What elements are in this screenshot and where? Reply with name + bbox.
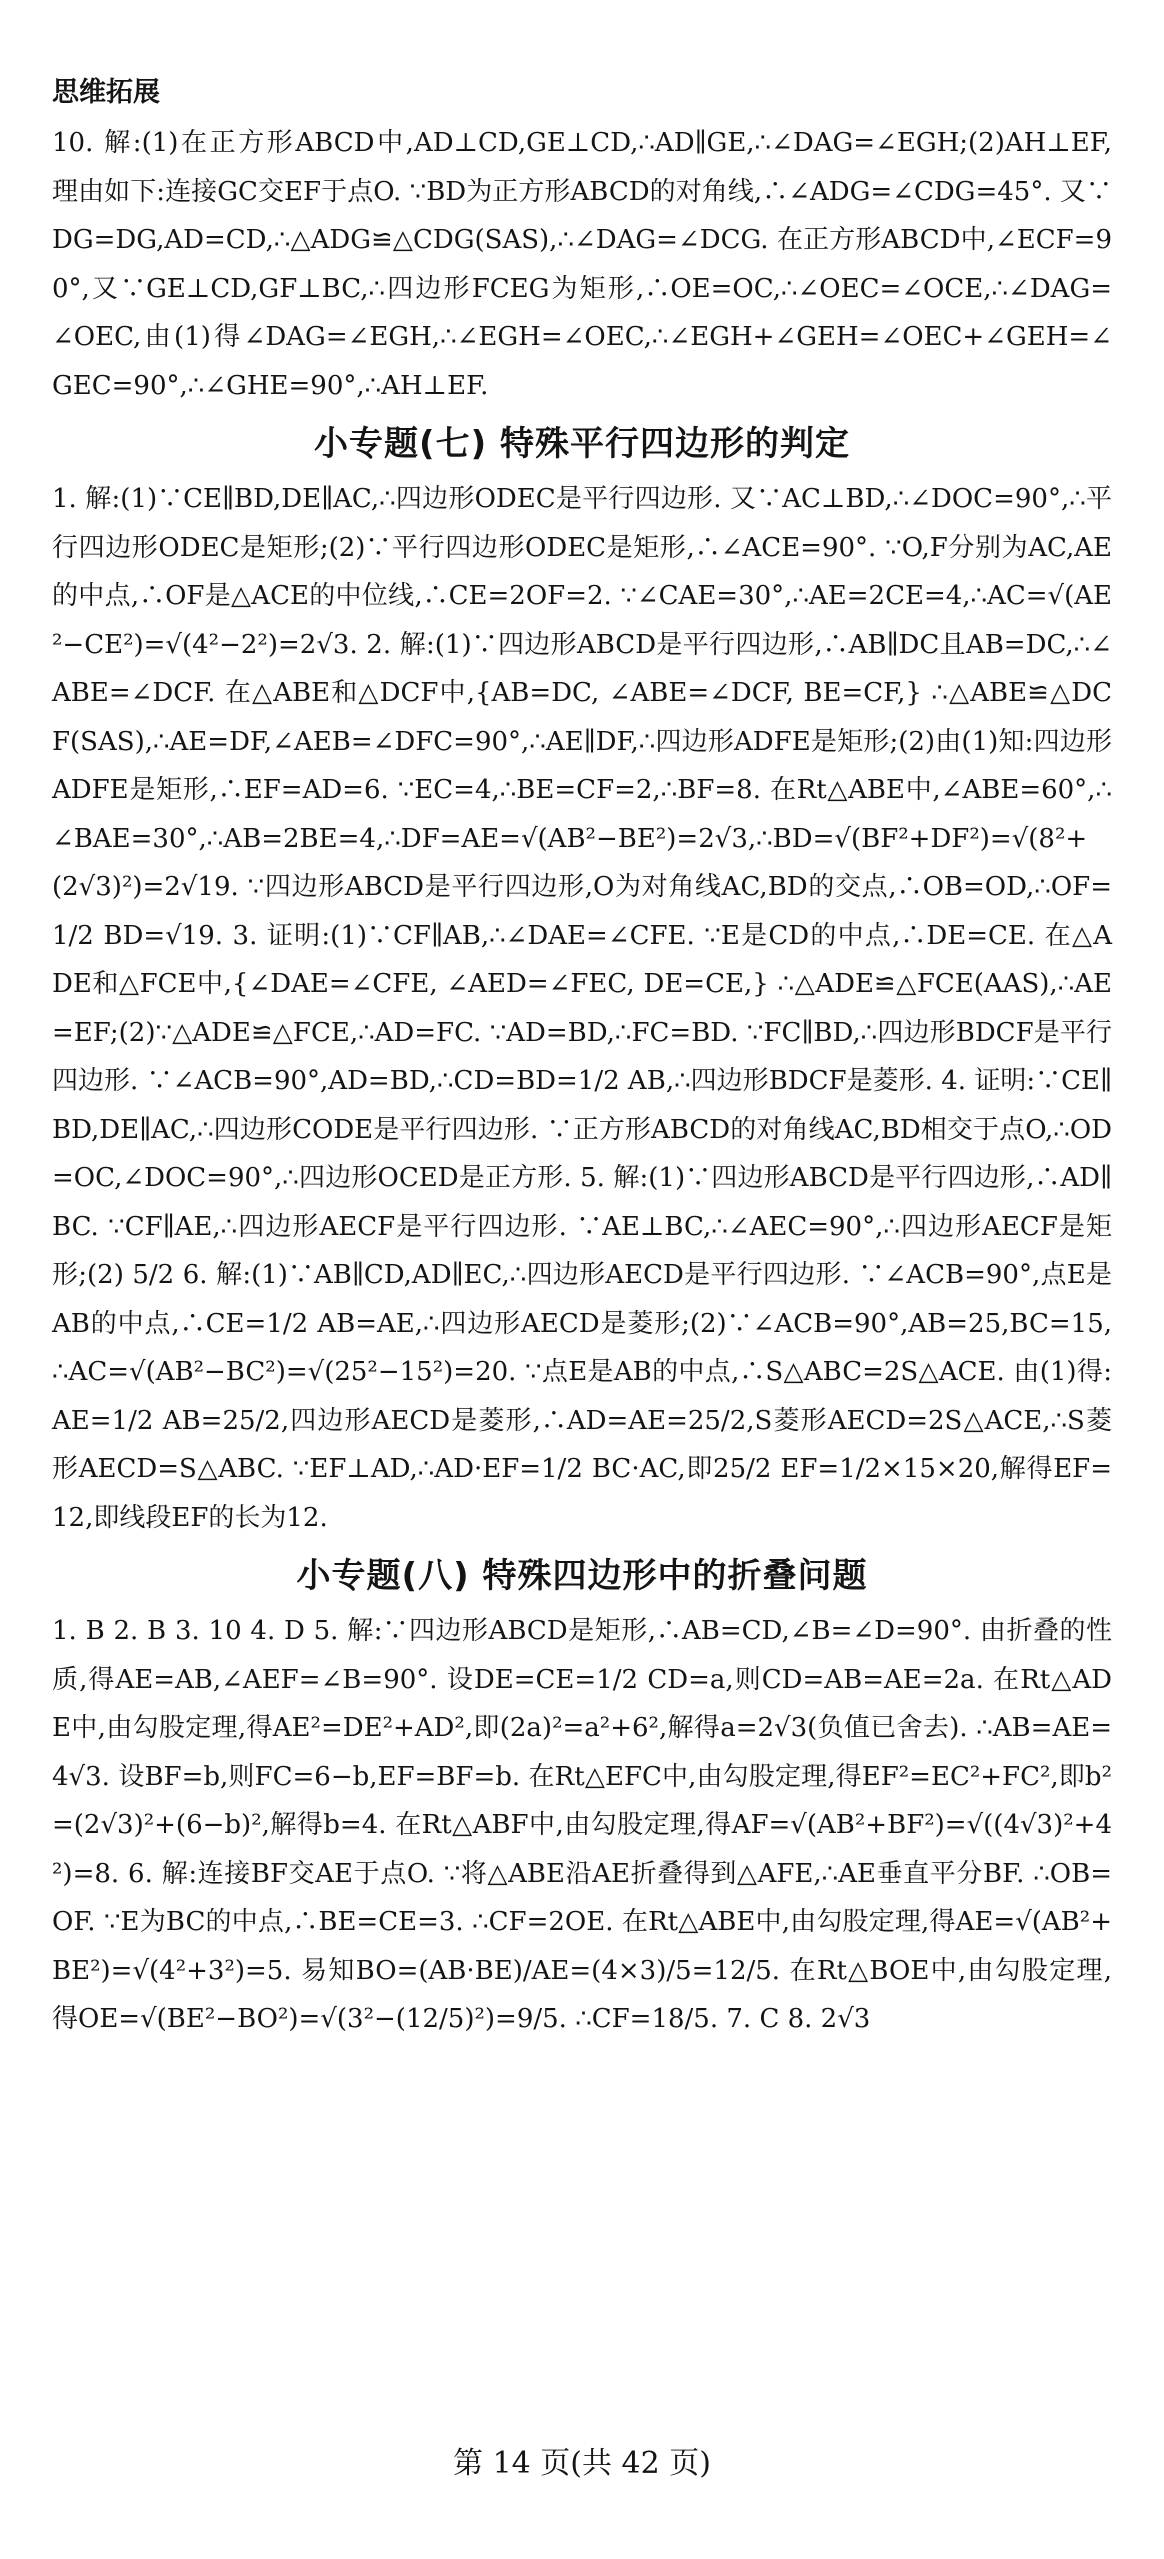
page-content (52, 70, 1112, 2044)
section-heading: 思维拓展 (52, 77, 160, 108)
topic-8-solutions: 1. B 2. B 3. 10 4. D 5. 解:∵四边形ABCD是矩形,∴AB=CD,∠B=∠D=90°. 由折叠的性质,得AE=AB,∠AEF=∠B=90°. 设DE=CE=1/2 CD=a,则CD=AB=AE=2a. 在Rt△ADE中,由勾股定理,得AE²=DE²+AD²,即(2a)²=a²+6²,解得a=2√3(负值已舍去). ∴AB=AE=4√3. 设BF=b,则FC=6−b,EF=BF=b. 在Rt△EFC中,由勾股定理,得EF²=EC²+FC²,即b²=(2√3)²+(6−b)²,解得b=4. 在Rt△ABF中,由勾股定理,得AF=√(AB²+BF²)=√((4√3)²+4²)=8. 6. 解:连接BF交AE于点O. ∵将△ABE沿AE折叠得到△AFE,∴AE垂直平分BF. ∴OB=OF. ∵E为BC的中点,∴BE=CE=3. ∴CF=2OE. 在Rt△ABE中,由勾股定理,得AE=√(AB²+BE²)=√(4²+3²)=5. 易知BO=(AB·BE)/AE=(4×3)/5=12/5. 在Rt△BOE中,由勾股定理,得OE=√(BE²−BO²)=√(3²−(12/5)²)=9/5. ∴CF=18/5. 7. C 8. 2√3 (52, 1616, 1112, 2034)
topic-8-title: 小专题(八) 特殊四边形中的折叠问题 (296, 1556, 868, 1596)
page-number-footer: 第 14 页(共 42 页) (453, 2446, 711, 2481)
topic-7-title: 小专题(七) 特殊平行四边形的判定 (314, 424, 850, 464)
topic-7-solutions: 1. 解:(1)∵CE∥BD,DE∥AC,∴四边形ODEC是平行四边形. 又∵AC⊥BD,∴∠DOC=90°,∴平行四边形ODEC是矩形;(2)∵平行四边形ODEC是矩形,∴∠ACE=90°. ∵O,F分别为AC,AE的中点,∴OF是△ACE的中位线,∴CE=2OF=2. ∵∠CAE=30°,∴AE=2CE=4,∴AC=√(AE²−CE²)=√(4²−2²)=2√3. 2. 解:(1)∵四边形ABCD是平行四边形,∴AB∥DC且AB=DC,∴∠ABE=∠DCF. 在△ABE和△DCF中,{AB=DC, ∠ABE=∠DCF, BE=CF,} ∴△ABE≌△DCF(SAS),∴AE=DF,∠AEB=∠DFC=90°,∴AE∥DF,∴四边形ADFE是矩形;(2)由(1)知:四边形ADFE是矩形,∴EF=AD=6. ∵EC=4,∴BE=CF=2,∴BF=8. 在Rt△ABE中,∠ABE=60°,∴∠BAE=30°,∴AB=2BE=4,∴DF=AE=√(AB²−BE²)=2√3,∴BD=√(BF²+DF²)=√(8²+(2√3)²)=2√19. ∵四边形ABCD是平行四边形,O为对角线AC,BD的交点,∴OB=OD,∴OF=1/2 BD=√19. 3. 证明:(1)∵CF∥AB,∴∠DAE=∠CFE. ∵E是CD的中点,∴DE=CE. 在△ADE和△FCE中,{∠DAE=∠CFE, ∠AED=∠FEC, DE=CE,} ∴△ADE≌△FCE(AAS),∴AE=EF;(2)∵△ADE≌△FCE,∴AD=FC. ∵AD=BD,∴FC=BD. ∵FC∥BD,∴四边形BDCF是平行四边形. ∵∠ACB=90°,AD=BD,∴CD=BD=1/2 AB,∴四边形BDCF是菱形. 4. 证明:∵CE∥BD,DE∥AC,∴四边形CODE是平行四边形. ∵正方形ABCD的对角线AC,BD相交于点O,∴OD=OC,∠DOC=90°,∴四边形OCED是正方形. 5. 解:(1)∵四边形ABCD是平行四边形,∴AD∥BC. ∵CF∥AE,∴四边形AECF是平行四边形. ∵AE⊥BC,∴∠AEC=90°,∴四边形AECF是矩形;(2) 5/2 6. 解:(1)∵AB∥CD,AD∥EC,∴四边形AECD是平行四边形. ∵∠ACB=90°,点E是AB的中点,∴CE=1/2 AB=AE,∴四边形AECD是菱形;(2)∵∠ACB=90°,AB=25,BC=15,∴AC=√(AB²−BC²)=√(25²−15²)=20. ∵点E是AB的中点,∴S△ABC=2S△ACE. 由(1)得:AE=1/2 AB=25/2,四边形AECD是菱形,∴AD=AE=25/2,S菱形AECD=2S△ACE,∴S菱形AECD=S△ABC. ∵EF⊥AD,∴AD·EF=1/2 BC·AC,即25/2 EF=1/2×15×20,解得EF=12,即线段EF的长为12. (52, 484, 1112, 1533)
problem-10-solution: 10. 解:(1)在正方形ABCD中,AD⊥CD,GE⊥CD,∴AD∥GE,∴∠DAG=∠EGH;(2)AH⊥EF,理由如下:连接GC交EF于点O. ∵BD为正方形ABCD的对角线,∴∠ADG=∠CDG=45°. 又∵DG=DG,AD=CD,∴△ADG≌△CDG(SAS),∴∠DAG=∠DCG. 在正方形ABCD中,∠ECF=90°,又∵GE⊥CD,GF⊥BC,∴四边形FCEG为矩形,∴OE=OC,∴∠OEC=∠OCE,∴∠DAG=∠OEC,由(1)得∠DAG=∠EGH,∴∠EGH=∠OEC,∴∠EGH+∠GEH=∠OEC+∠GEH=∠GEC=90°,∴∠GHE=90°,∴AH⊥EF. (52, 128, 1112, 401)
